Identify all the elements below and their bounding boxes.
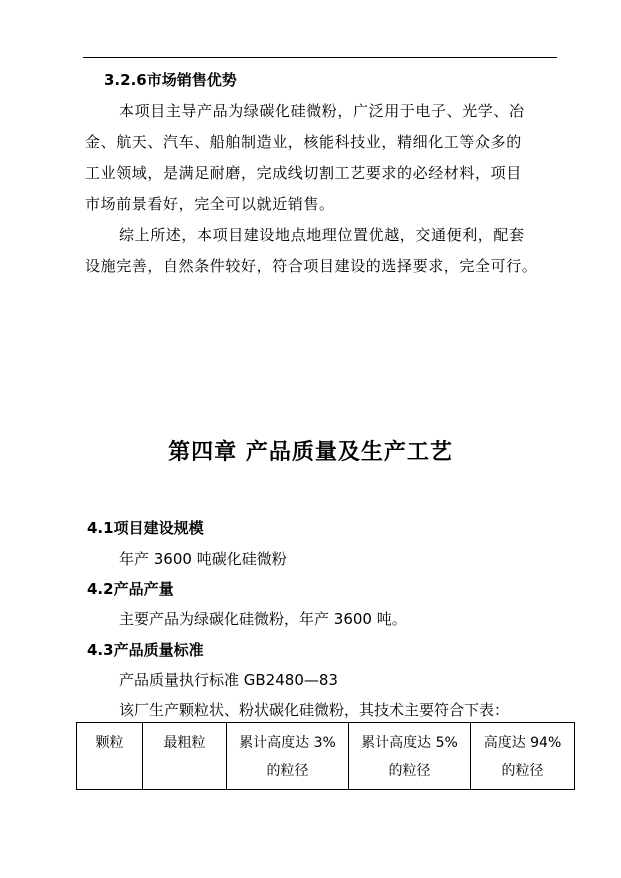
section-4-2-text: 主要产品为绿碳化硅微粉，年产 3600 吨。 <box>119 610 407 628</box>
table-header-cell: 高度达 94% 的粒径 <box>471 723 575 790</box>
table-header-row <box>77 723 575 790</box>
section-4-3-intro: 该厂生产颗粒状、粉状碳化硅微粉，其技术主要符合下表： <box>119 701 510 719</box>
table-header-cell: 累计高度达 5% 的粒径 <box>349 723 471 790</box>
paragraph-line: 综上所述，本项目建设地点地理位置优越，交通便利，配套 <box>119 226 525 244</box>
table-header-cell: 累计高度达 3% 的粒径 <box>227 723 349 790</box>
paragraph-line: 本项目主导产品为绿碳化硅微粉，广泛用于电子、光学、冶 <box>119 102 525 120</box>
section-3-2-6-heading: 3.2.6市场销售优势 <box>104 71 237 89</box>
section-4-3-standard: 产品质量执行标准 GB2480—83 <box>119 671 338 689</box>
header-rule <box>83 57 557 58</box>
paragraph-line: 金、航天、汽车、船舶制造业，核能科技业，精细化工等众多的 <box>85 133 522 151</box>
section-4-3-heading: 4.3产品质量标准 <box>87 641 204 659</box>
section-4-1-heading: 4.1项目建设规模 <box>87 519 204 537</box>
section-4-2-heading: 4.2产品产量 <box>87 580 174 598</box>
paragraph-line: 市场前景看好，完全可以就近销售。 <box>85 195 335 213</box>
table-header-cell: 最粗粒 <box>143 723 227 790</box>
spec-table <box>76 722 575 790</box>
section-4-1-text: 年产 3600 吨碳化硅微粉 <box>119 550 287 568</box>
paragraph-line: 设施完善，自然条件较好，符合项目建设的选择要求，完全可行。 <box>85 257 538 275</box>
paragraph-line: 工业领域，是满足耐磨，完成线切割工艺要求的必经材料，项目 <box>85 164 522 182</box>
table-header-cell: 颗粒 <box>77 723 143 790</box>
chapter-title: 第四章 产品质量及生产工艺 <box>168 440 453 465</box>
